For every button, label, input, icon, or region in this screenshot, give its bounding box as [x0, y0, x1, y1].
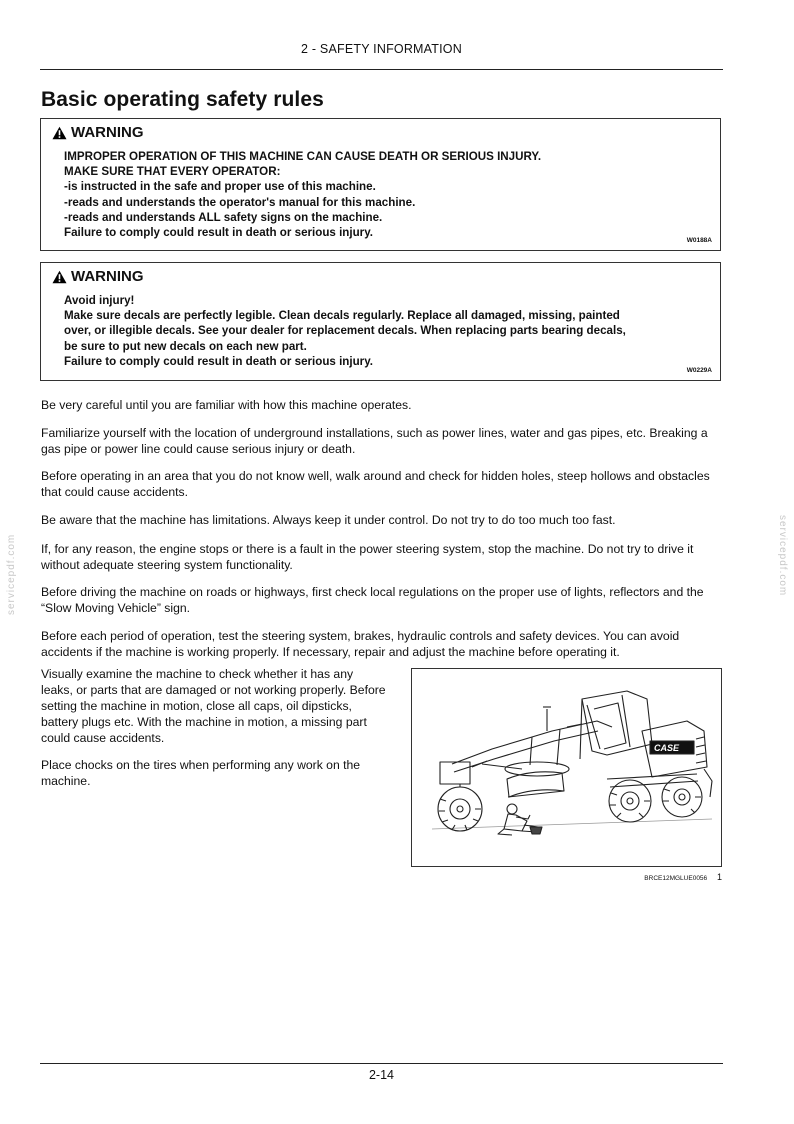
warning-triangle-icon — [52, 270, 67, 284]
figure-code: BRCE12MGLUE0056 — [644, 875, 708, 882]
warning-code: W0188A — [686, 237, 712, 244]
paragraph: Visually examine the machine to check whether it has any leaks, or parts that are damaged or not working properly. Before setting the machine in motion, close all caps, oil dipsticks, battery plugs etc. With the machine in motion, a missing part could cause accidents. — [41, 667, 386, 745]
paragraph: Before each period of operation, test the steering system, brakes, hydraulic controls and safety devices. You can avoid accidents if the machine is working properly. If necessary, repair and adjust the machine before operating it. — [41, 629, 680, 659]
warning-line: -reads and understands ALL safety signs on the machine. — [64, 210, 383, 224]
warning-box-2 — [40, 262, 721, 381]
warning-title — [52, 268, 144, 285]
warning-line: be sure to put new decals on each new part. — [64, 339, 307, 353]
case-logo: CASE — [654, 743, 680, 753]
header-rule — [40, 69, 723, 70]
paragraph: Familiarize yourself with the location of underground installations, such as power lines, water and gas pipes, etc. Breaking a gas pipe or power line could cause serious injury or death. — [41, 426, 708, 456]
warning-line: MAKE SURE THAT EVERY OPERATOR: — [64, 165, 281, 179]
paragraph: Before driving the machine on roads or highways, first check local regulations on the proper use of lights, reflectors and the “Slow Moving Vehicle” sign. — [41, 585, 704, 615]
paragraph: Place chocks on the tires when performing any work on the machine. — [41, 758, 361, 788]
warning-line: Avoid injury! — [64, 294, 135, 307]
warning-line: IMPROPER OPERATION OF THIS MACHINE CAN CAUSE DEATH OR SERIOUS INJURY. — [64, 150, 542, 163]
watermark-left: servicepdf.com — [6, 533, 17, 615]
warning-text — [64, 293, 714, 369]
warning-box-1 — [40, 118, 721, 251]
footer-rule — [40, 1063, 723, 1064]
motor-grader-figure — [411, 668, 722, 867]
warning-text — [64, 149, 714, 240]
paragraph: Be aware that the machine has limitations. Always keep it under control. Do not try to do too much too fast. — [41, 513, 616, 527]
warning-line: over, or illegible decals. See your dealer for replacement decals. When replacing parts bearing decals, — [64, 324, 626, 338]
warning-line: Make sure decals are perfectly legible. Clean decals regularly. Replace all damaged, missing, painted — [64, 309, 620, 323]
warning-line: -is instructed in the safe and proper use of this machine. — [64, 180, 376, 194]
warning-line: -reads and understands the operator's manual for this machine. — [64, 195, 416, 209]
figure-caption — [560, 872, 722, 882]
page-number: 2-14 — [368, 1068, 395, 1082]
paragraph: Be very careful until you are familiar with how this machine operates. — [41, 398, 412, 412]
figure-number: 1 — [716, 872, 722, 882]
warning-code: W0229A — [686, 367, 712, 374]
paragraph: Before operating in an area that you do not know well, walk around and check for hidden holes, steep hollows and obstacles that could cause accidents. — [41, 469, 710, 499]
warning-label: WARNING — [71, 124, 144, 141]
motor-grader-illustration — [412, 669, 721, 866]
warning-title — [52, 124, 144, 141]
watermark-right: servicepdf.com — [777, 515, 788, 597]
warning-line: Failure to comply could result in death or serious injury. — [64, 354, 374, 368]
section-header: 2 - SAFETY INFORMATION — [301, 42, 462, 56]
paragraph: If, for any reason, the engine stops or there is a fault in the power steering system, stop the machine. Do not try to drive it without adequate steering system functionality. — [41, 542, 694, 572]
page-title: Basic operating safety rules — [41, 88, 324, 111]
warning-line: Failure to comply could result in death or serious injury. — [64, 226, 374, 240]
warning-triangle-icon — [52, 126, 67, 140]
warning-label: WARNING — [71, 268, 144, 285]
